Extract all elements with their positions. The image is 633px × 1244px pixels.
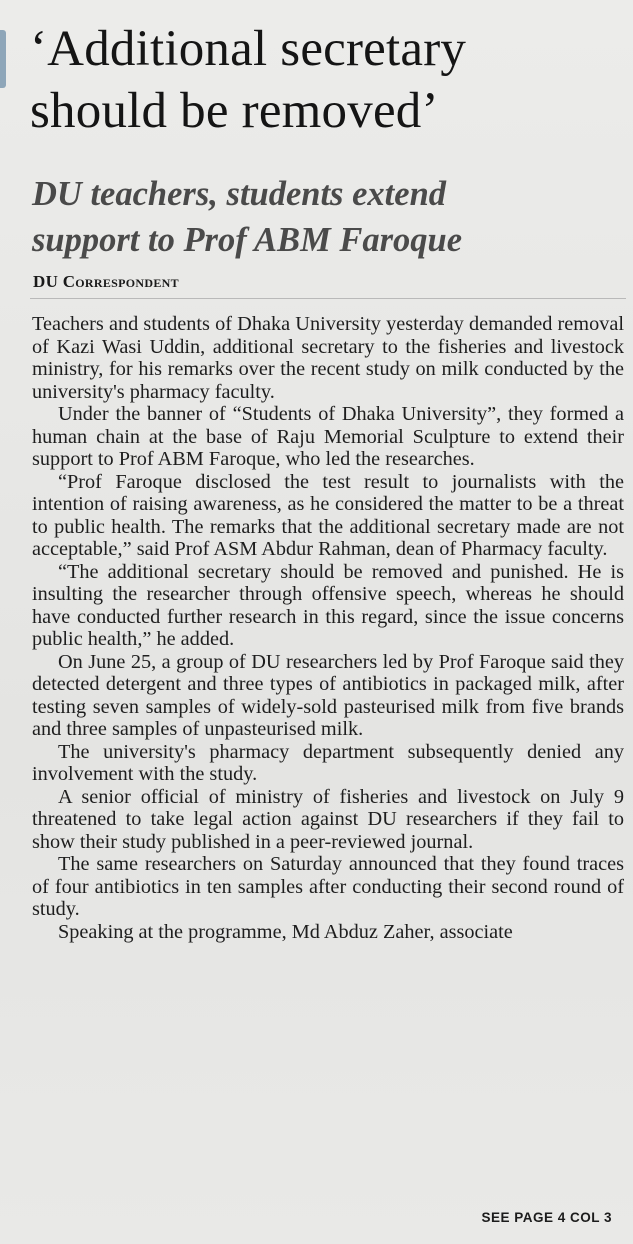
byline-divider xyxy=(30,298,626,299)
paragraph: Teachers and students of Dhaka University yesterday demanded removal of Kazi Wasi Uddin, additional secretary to the fisheries and livestock ministry, for his remarks over the recent study on milk conducted by the university's pharmacy faculty. xyxy=(32,313,624,403)
paragraph: “Prof Faroque disclosed the test result to journalists with the intention of raising awareness, as he considered the matter to be a threat to public health. The remarks that the additional secretary made are not acceptable,” said Prof ASM Abdur Rahman, dean of Pharmacy faculty. xyxy=(32,470,624,560)
paragraph: On June 25, a group of DU researchers led by Prof Faroque said they detected detergent and three types of antibiotics in packaged milk, after testing seven samples of widely-sold pasteurised milk from five brands and three samples of unpasteurised milk. xyxy=(32,650,624,740)
paragraph: The same researchers on Saturday announced that they found traces of four antibiotics in ten samples after conducting their second round of study. xyxy=(32,853,624,920)
paragraph: “The additional secretary should be removed and punished. He is insulting the researcher through offensive speech, whereas he should have conducted further research in this regard, since the issue concerns public health,” he added. xyxy=(32,560,624,650)
headline xyxy=(30,18,620,142)
article-body xyxy=(32,313,624,943)
paragraph: Under the banner of “Students of Dhaka University”, they formed a human chain at the base of Raju Memorial Sculpture to extend their support to Prof ABM Faroque, who led the researches. xyxy=(32,403,624,470)
headline-line: should be removed’ xyxy=(30,83,439,139)
subheadline-line: DU teachers, students extend xyxy=(32,175,446,213)
paragraph: The university's pharmacy department subsequently denied any involvement with the study. xyxy=(32,740,624,785)
paragraph: A senior official of ministry of fisheries and livestock on July 9 threatened to take legal action against DU researchers if they fail to show their study published in a peer-reviewed journal. xyxy=(32,785,624,853)
byline: DU Correspondent xyxy=(33,272,179,291)
subheadline xyxy=(32,171,622,263)
paragraph: Speaking at the programme, Md Abduz Zaher, associate xyxy=(58,920,513,943)
continued-note: SEE PAGE 4 COL 3 xyxy=(481,1210,612,1225)
subheadline-line: support to Prof ABM Faroque xyxy=(32,221,463,259)
page-edge-mark xyxy=(0,30,6,88)
headline-line: ‘Additional secretary xyxy=(30,21,467,77)
